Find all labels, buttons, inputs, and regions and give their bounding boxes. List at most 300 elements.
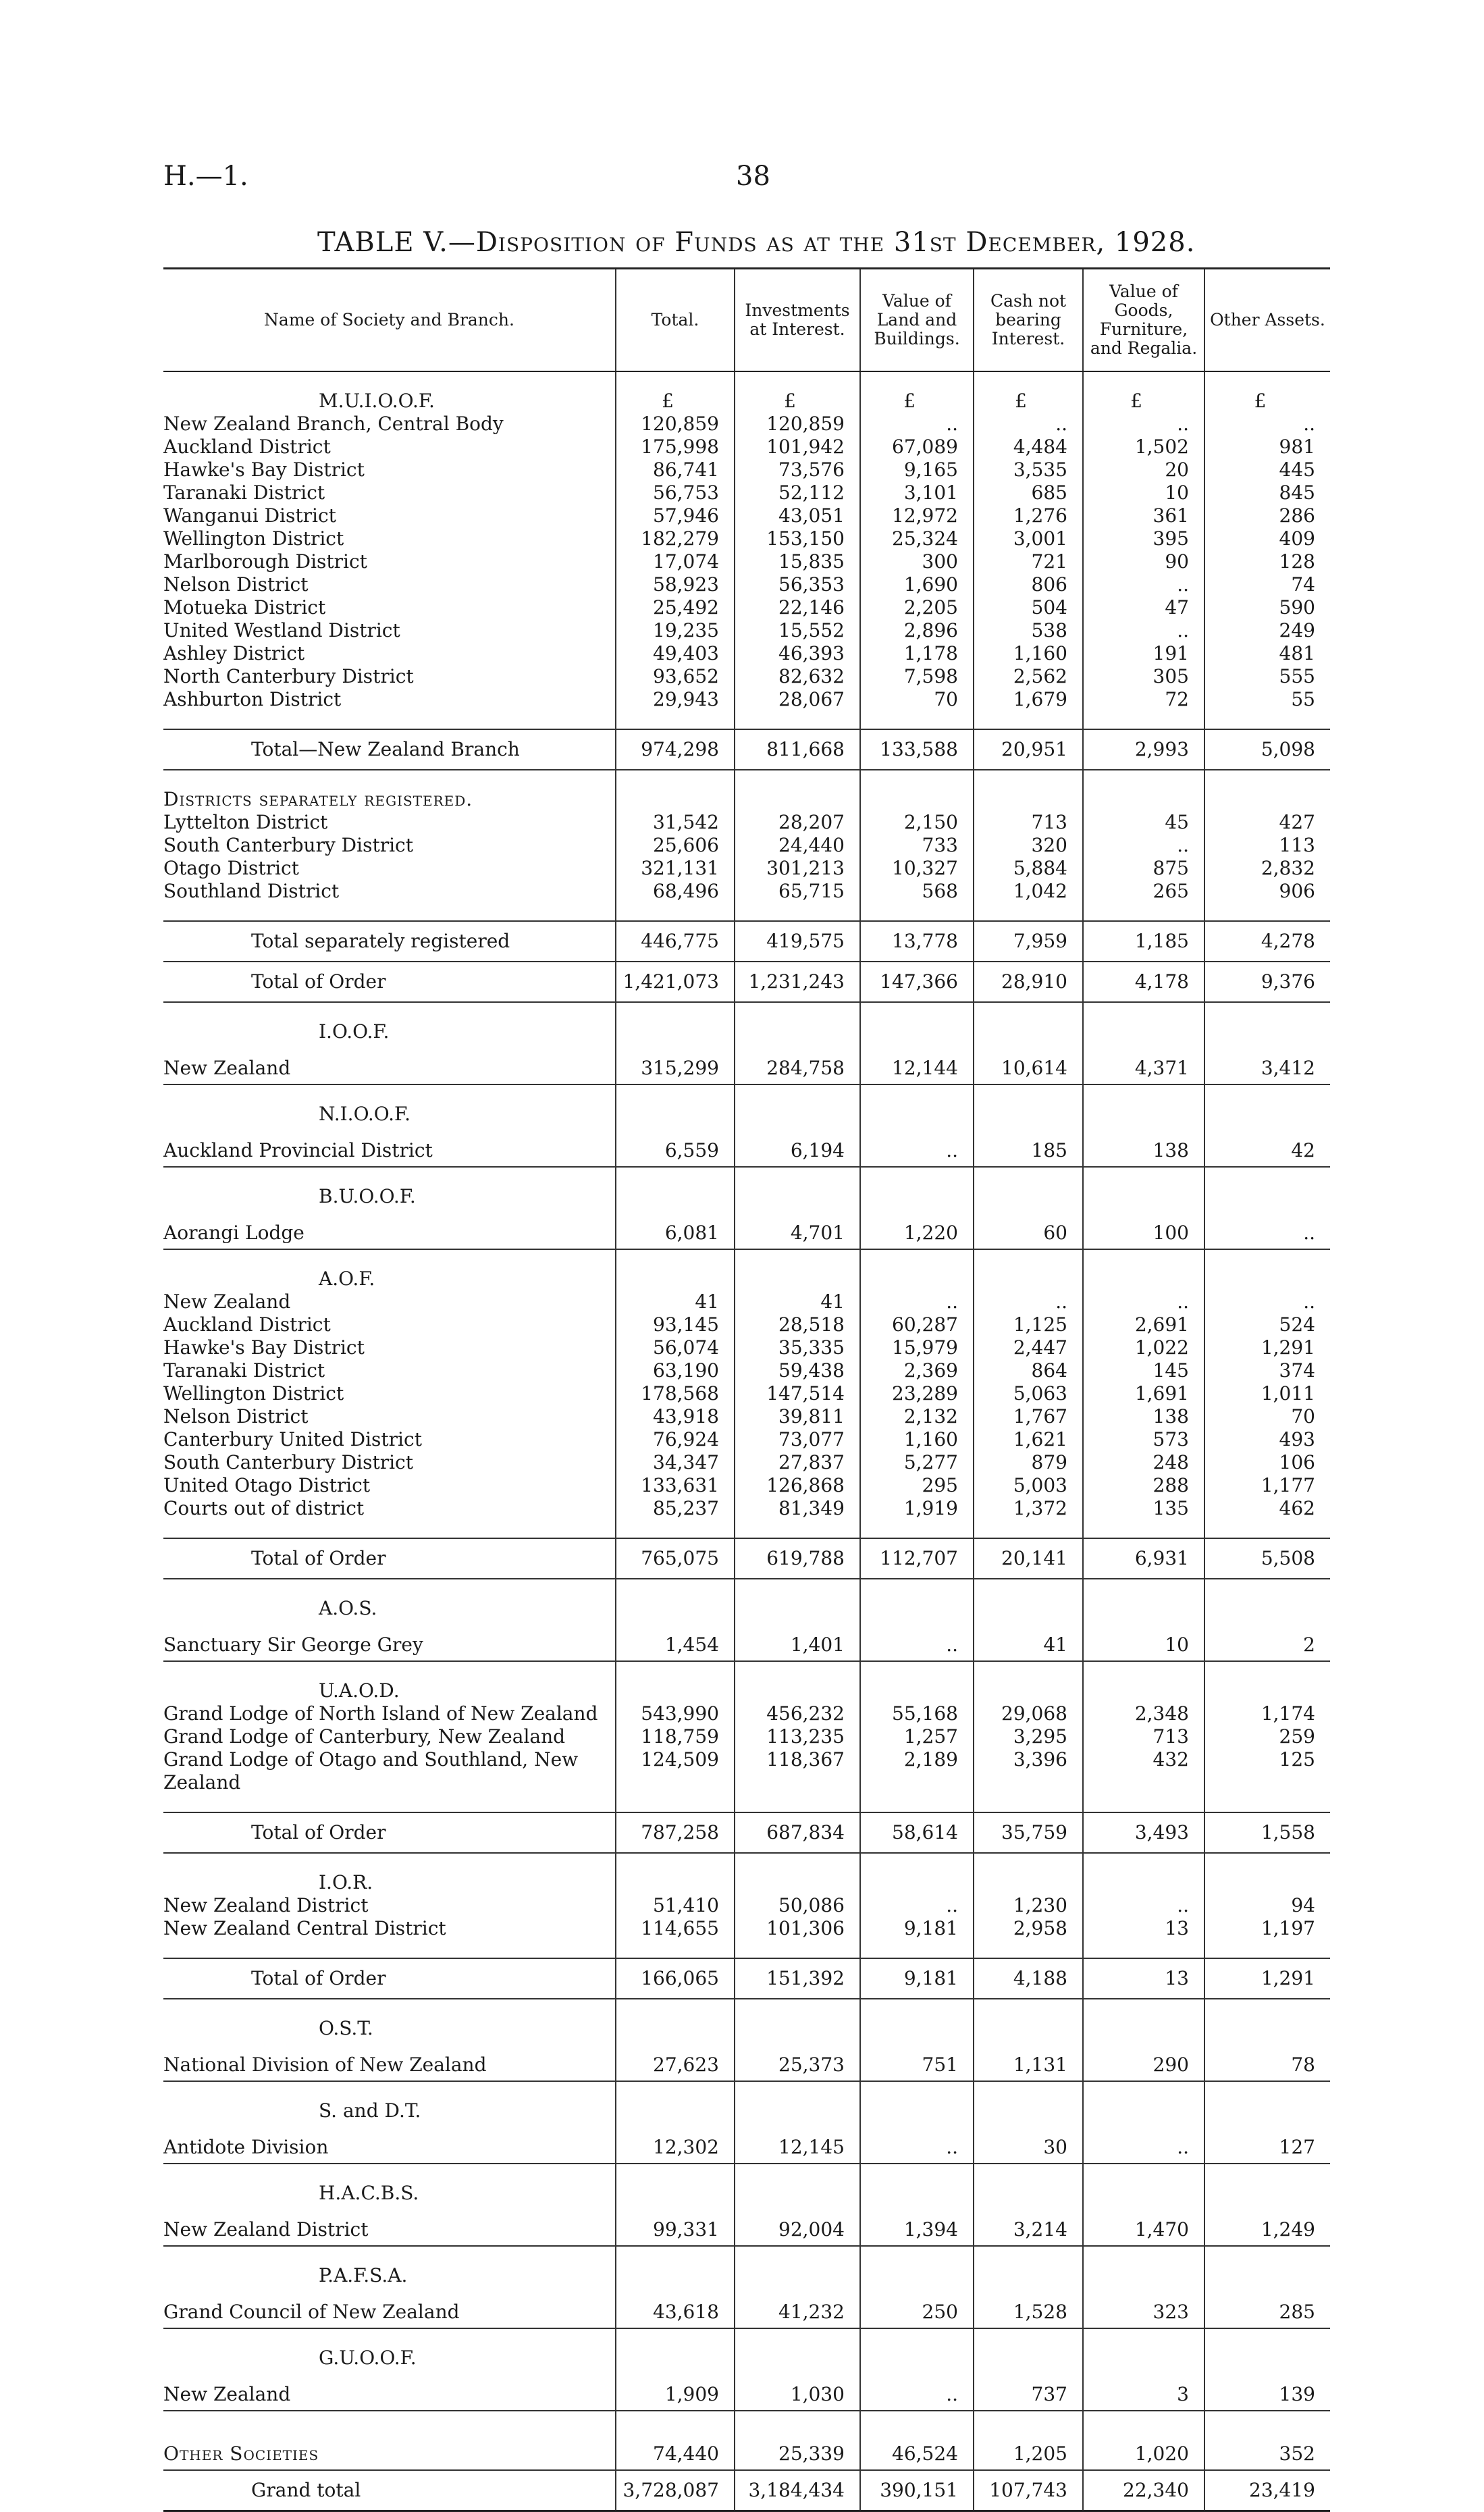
cell-value: 147,366 [860,962,974,1002]
spacer [163,711,616,729]
row-name [163,1126,616,1167]
row-label: Canterbury United District [163,1428,422,1450]
cell-value: 35,335 [735,1336,860,1359]
cell-value: 4,178 [1083,962,1204,1002]
cell-value: 145 [1083,1359,1204,1382]
row-label: Total of Order [251,1547,386,1569]
row-name [163,729,616,770]
spacer-cell [1083,1579,1204,1597]
cell-value: 573 [1083,1428,1204,1451]
cell-value: 432 [1083,1748,1204,1771]
spacer-cell [1204,1999,1330,2017]
cell-value: 733 [860,834,974,857]
spacer-cell [1083,2328,1204,2347]
row-label: Nelson District [163,1405,309,1428]
cell-value: 409 [1204,527,1330,550]
page-ref: H.—1. [163,161,248,192]
spacer-cell [616,371,735,390]
cell-value: 74 [1204,573,1330,596]
cell-value: 112,707 [860,1538,974,1579]
cell-value: 70 [1204,1405,1330,1428]
spacer-row [163,2328,1330,2347]
group-heading-row [163,1185,1330,1208]
cell-value: 56,353 [735,573,860,596]
cell-blank [860,788,974,811]
cell-value: 46,393 [735,642,860,665]
other-societies-row [163,2429,1330,2470]
spacer-row [163,1853,1330,1871]
cell-blank [735,1103,860,1126]
cell-value: 1,621 [974,1428,1083,1451]
cell-value: 806 [974,573,1083,596]
row-label: Courts out of district [163,1497,365,1519]
cell-value: .. [860,413,974,436]
cell-value: 1,679 [974,688,1083,711]
row-label: Ashburton District [163,688,342,710]
cell-value [860,1771,974,1794]
cell-blank [860,1267,974,1290]
cell-value: 737 [974,2370,1083,2411]
cell-value: 1,690 [860,573,974,596]
row-name [163,2205,616,2246]
cell-value: 107,743 [974,2470,1083,2511]
cell-value: 39,811 [735,1405,860,1428]
cell-value: 81,349 [735,1497,860,1520]
header-land: Value of Land and Buildings. [860,269,974,372]
row-name [163,642,616,665]
cell-blank [735,1020,860,1043]
cell-value: 93,145 [616,1313,735,1336]
row-label: Ashley District [163,642,305,664]
row-name [163,1894,616,1917]
spacer-row [163,2246,1330,2264]
cell-value: .. [974,1290,1083,1313]
row-name [163,1917,616,1940]
cell-value: 1,231,243 [735,962,860,1002]
cell-value: 51,410 [616,1894,735,1917]
row-label: Wellington District [163,1382,344,1405]
cell-value: 875 [1083,857,1204,880]
header-investments: Investments at Interest. [735,269,860,372]
currency-symbol: £ [1204,390,1330,413]
spacer-cell [860,1579,974,1597]
cell-value: 113,235 [735,1725,860,1748]
cell-value: 879 [974,1451,1083,1474]
cell-blank [616,2264,735,2287]
cell-value: 12,302 [616,2122,735,2164]
spacer [163,1579,616,1597]
spacer-row [163,371,1330,390]
spacer-cell [1204,770,1330,788]
cell-value: 10,614 [974,1043,1083,1084]
spacer-cell [735,1794,860,1812]
cell-value: 22,340 [1083,2470,1204,2511]
cell-blank [616,1020,735,1043]
single-row [163,2122,1330,2164]
cell-blank [1083,1597,1204,1620]
cell-blank [1083,1679,1204,1702]
cell-value: 55,168 [860,1702,974,1725]
cell-blank [1204,1267,1330,1290]
cell-blank [735,788,860,811]
spacer-cell [735,1853,860,1871]
spacer-cell [860,1999,974,2017]
row-name [163,2470,616,2511]
cell-blank [1204,788,1330,811]
cell-value: 493 [1204,1428,1330,1451]
spacer-cell [616,1661,735,1679]
cell-value: 1,454 [616,1620,735,1661]
spacer-row [163,770,1330,788]
row-name [163,619,616,642]
spacer [163,1794,616,1812]
spacer-row [163,1579,1330,1597]
page-number: 38 [736,161,770,192]
cell-value: 1,558 [1204,1812,1330,1853]
spacer-cell [860,2246,974,2264]
cell-value: 125 [1204,1748,1330,1771]
spacer-row [163,1661,1330,1679]
spacer-cell [974,1249,1083,1267]
cell-blank [1083,2099,1204,2122]
cell-value [974,1771,1083,1794]
cell-value: 538 [974,619,1083,642]
row-name [163,688,616,711]
cell-value: 23,289 [860,1382,974,1405]
currency-symbol: £ [616,390,735,413]
spacer-cell [616,1167,735,1185]
table-row [163,1405,1330,1428]
total-row [163,921,1330,962]
row-label: Grand Lodge of Otago and Southland, New [163,1748,579,1771]
cell-value: 135 [1083,1497,1204,1520]
row-name [163,1208,616,1249]
spacer-row [163,1167,1330,1185]
row-name [163,1620,616,1661]
cell-value: 139 [1204,2370,1330,2411]
cell-blank [860,1103,974,1126]
group-heading-row [163,2099,1330,2122]
cell-value: 3,728,087 [616,2470,735,2511]
row-name [163,1405,616,1428]
table-row [163,688,1330,711]
cell-value: 524 [1204,1313,1330,1336]
row-name [163,1313,616,1336]
row-label: New Zealand [163,1290,291,1313]
spacer-cell [860,1520,974,1538]
table-row [163,1748,1330,1771]
cell-value: 1,276 [974,504,1083,527]
table-title [317,227,1195,258]
cell-blank [735,1597,860,1620]
spacer-cell [974,1940,1083,1958]
row-label: Sanctuary Sir George Grey [163,1633,423,1656]
row-label: Southland District [163,880,340,902]
cell-value: 3,101 [860,481,974,504]
cell-value: 504 [974,596,1083,619]
table-row [163,1497,1330,1520]
row-label: United Westland District [163,619,400,642]
cell-value: .. [860,1620,974,1661]
spacer-cell [974,1853,1083,1871]
group-heading-row [163,2182,1330,2205]
row-label: United Otago District [163,1474,371,1496]
row-name [163,811,616,834]
spacer-cell [974,1167,1083,1185]
row-label: New Zealand District [163,2218,369,2241]
group-heading-row [163,1103,1330,1126]
cell-value: .. [860,2370,974,2411]
table-row [163,1771,1330,1794]
cell-value: 1,020 [1083,2429,1204,2470]
spacer-cell [860,1167,974,1185]
cell-value: 765,075 [616,1538,735,1579]
spacer-cell [616,903,735,921]
spacer [163,1167,616,1185]
cell-blank [735,2099,860,2122]
cell-value: .. [1204,413,1330,436]
cell-value [735,1771,860,1794]
row-label: New Zealand Branch, Central Body [163,413,504,435]
cell-blank [1204,2182,1330,2205]
cell-value: 249 [1204,619,1330,642]
single-row [163,2040,1330,2081]
cell-value: 5,003 [974,1474,1083,1497]
cell-value: 4,701 [735,1208,860,1249]
cell-blank [860,2017,974,2040]
spacer-cell [860,1794,974,1812]
cell-value: .. [860,1126,974,1167]
cell-value: 58,923 [616,573,735,596]
spacer-row [163,1520,1330,1538]
cell-value: 427 [1204,811,1330,834]
spacer [163,2328,616,2347]
spacer [163,1084,616,1103]
cell-value: 138 [1083,1126,1204,1167]
single-row [163,1620,1330,1661]
cell-blank [1204,2264,1330,2287]
cell-value: 323 [1083,2287,1204,2328]
cell-value: .. [860,1894,974,1917]
row-label: Grand Lodge of North Island of New Zealand [163,1702,598,1725]
cell-value: 27,837 [735,1451,860,1474]
cell-value: 65,715 [735,880,860,903]
currency-symbol: £ [1083,390,1204,413]
cell-value: 1,205 [974,2429,1083,2470]
table-row [163,1894,1330,1917]
cell-value: 43,918 [616,1405,735,1428]
cell-value: .. [1204,1208,1330,1249]
grand-total-row [163,2470,1330,2511]
cell-value: 99,331 [616,2205,735,2246]
cell-value: 49,403 [616,642,735,665]
cell-value: 57,946 [616,504,735,527]
row-label: Motueka District [163,596,326,619]
spacer-cell [1083,711,1204,729]
cell-value: 445 [1204,459,1330,481]
spacer-cell [974,371,1083,390]
cell-blank [1204,1103,1330,1126]
group-heading-row [163,1020,1330,1043]
spacer-cell [974,1084,1083,1103]
group-heading-row [163,1679,1330,1702]
spacer-cell [974,2246,1083,2264]
cell-value: 9,181 [860,1917,974,1940]
cell-blank [1083,2264,1204,2287]
cell-value: 2,832 [1204,857,1330,880]
cell-blank [735,1185,860,1208]
row-name [163,1428,616,1451]
table-row [163,550,1330,573]
spacer-row [163,1249,1330,1267]
cell-value: 13 [1083,1958,1204,1999]
cell-value: 101,942 [735,436,860,459]
group-heading-row [163,788,1330,811]
spacer-row [163,1002,1330,1020]
cell-blank [974,2264,1083,2287]
cell-blank [1204,1020,1330,1043]
cell-value: 1,528 [974,2287,1083,2328]
spacer [163,2081,616,2099]
cell-blank [860,2347,974,2370]
row-name [163,665,616,688]
cell-value: 41 [616,1290,735,1313]
spacer-cell [616,1853,735,1871]
spacer-cell [1204,2246,1330,2264]
row-name [163,1771,616,1794]
spacer-cell [1204,1002,1330,1020]
row-name [163,2370,616,2411]
cell-value: 25,606 [616,834,735,857]
cell-value: 28,518 [735,1313,860,1336]
cell-value: 166,065 [616,1958,735,1999]
cell-value: 28,067 [735,688,860,711]
cell-value: 3,535 [974,459,1083,481]
cell-value: 15,979 [860,1336,974,1359]
row-name [163,962,616,1002]
cell-value: 2,958 [974,1917,1083,1940]
spacer-cell [735,1002,860,1020]
spacer-cell [616,1520,735,1538]
cell-value: 1,421,073 [616,962,735,1002]
cell-blank [1204,2099,1330,2122]
total-row [163,1958,1330,1999]
cell-value: .. [1083,619,1204,642]
cell-blank [616,1185,735,1208]
row-label: Hawke's Bay District [163,1336,365,1359]
cell-value: .. [1083,1290,1204,1313]
cell-value: 300 [860,550,974,573]
cell-value: 41,232 [735,2287,860,2328]
spacer [163,2164,616,2182]
cell-value: 721 [974,550,1083,573]
spacer-cell [1083,1999,1204,2017]
cell-blank [616,1267,735,1290]
spacer-cell [1204,711,1330,729]
spacer-row [163,2081,1330,2099]
table-row [163,436,1330,459]
spacer-cell [1083,1661,1204,1679]
group-heading: B.U.O.O.F. [319,1185,416,1207]
cell-value: .. [860,1290,974,1313]
group-heading-row [163,1267,1330,1290]
row-name [163,527,616,550]
table-row [163,1917,1330,1940]
spacer-cell [1083,2164,1204,2182]
spacer-cell [974,1661,1083,1679]
cell-value: 1,197 [1204,1917,1330,1940]
group-heading: N.I.O.O.F. [319,1103,410,1125]
cell-value: 13,778 [860,921,974,962]
spacer-cell [735,2246,860,2264]
cell-value: 94 [1204,1894,1330,1917]
row-name [163,1474,616,1497]
row-name [163,2122,616,2164]
spacer-cell [1204,2164,1330,2182]
spacer-cell [1083,2081,1204,2099]
cell-value: 85,237 [616,1497,735,1520]
cell-value: 68,496 [616,880,735,903]
cell-value: 15,552 [735,619,860,642]
spacer-cell [1083,1520,1204,1538]
spacer-cell [1083,371,1204,390]
row-label: New Zealand Central District [163,1917,446,1939]
spacer-cell [735,1999,860,2017]
cell-value: 248 [1083,1451,1204,1474]
cell-value: 305 [1083,665,1204,688]
header-total: Total. [616,269,735,372]
cell-value: 56,074 [616,1336,735,1359]
cell-value: 6,931 [1083,1538,1204,1579]
row-label: Grand Lodge of Canterbury, New Zealand [163,1725,566,1748]
cell-value: 7,598 [860,665,974,688]
cell-blank [860,2182,974,2205]
spacer-cell [616,2328,735,2347]
cell-value: 25,324 [860,527,974,550]
table-row [163,413,1330,436]
cell-value: 114,655 [616,1917,735,1940]
cell-value: 46,524 [860,2429,974,2470]
cell-value: 29,943 [616,688,735,711]
row-name [163,1451,616,1474]
row-name [163,1725,616,1748]
row-label: Antidote Division [163,2136,329,2158]
cell-value: 126,868 [735,1474,860,1497]
cell-value: 3,214 [974,2205,1083,2246]
cell-value: 2,132 [860,1405,974,1428]
spacer-cell [735,2081,860,2099]
cell-blank [1083,2182,1204,2205]
spacer-cell [860,1084,974,1103]
cell-value: 127 [1204,2122,1330,2164]
cell-value: 128 [1204,550,1330,573]
spacer-cell [1083,1002,1204,1020]
cell-value: 76,924 [616,1428,735,1451]
group-heading-row [163,2017,1330,2040]
cell-value: 1,174 [1204,1702,1330,1725]
cell-value: 138 [1083,1405,1204,1428]
cell-blank [974,1679,1083,1702]
title-main: TABLE V.— [317,227,476,258]
cell-value: 12,972 [860,504,974,527]
table-row [163,1313,1330,1336]
cell-value: 43,051 [735,504,860,527]
cell-value: 395 [1083,527,1204,550]
row-label: Total of Order [251,970,386,993]
header-goods: Value of Goods, Furniture, and Regalia. [1083,269,1204,372]
spacer-cell [616,2246,735,2264]
spacer-row [163,2164,1330,2182]
